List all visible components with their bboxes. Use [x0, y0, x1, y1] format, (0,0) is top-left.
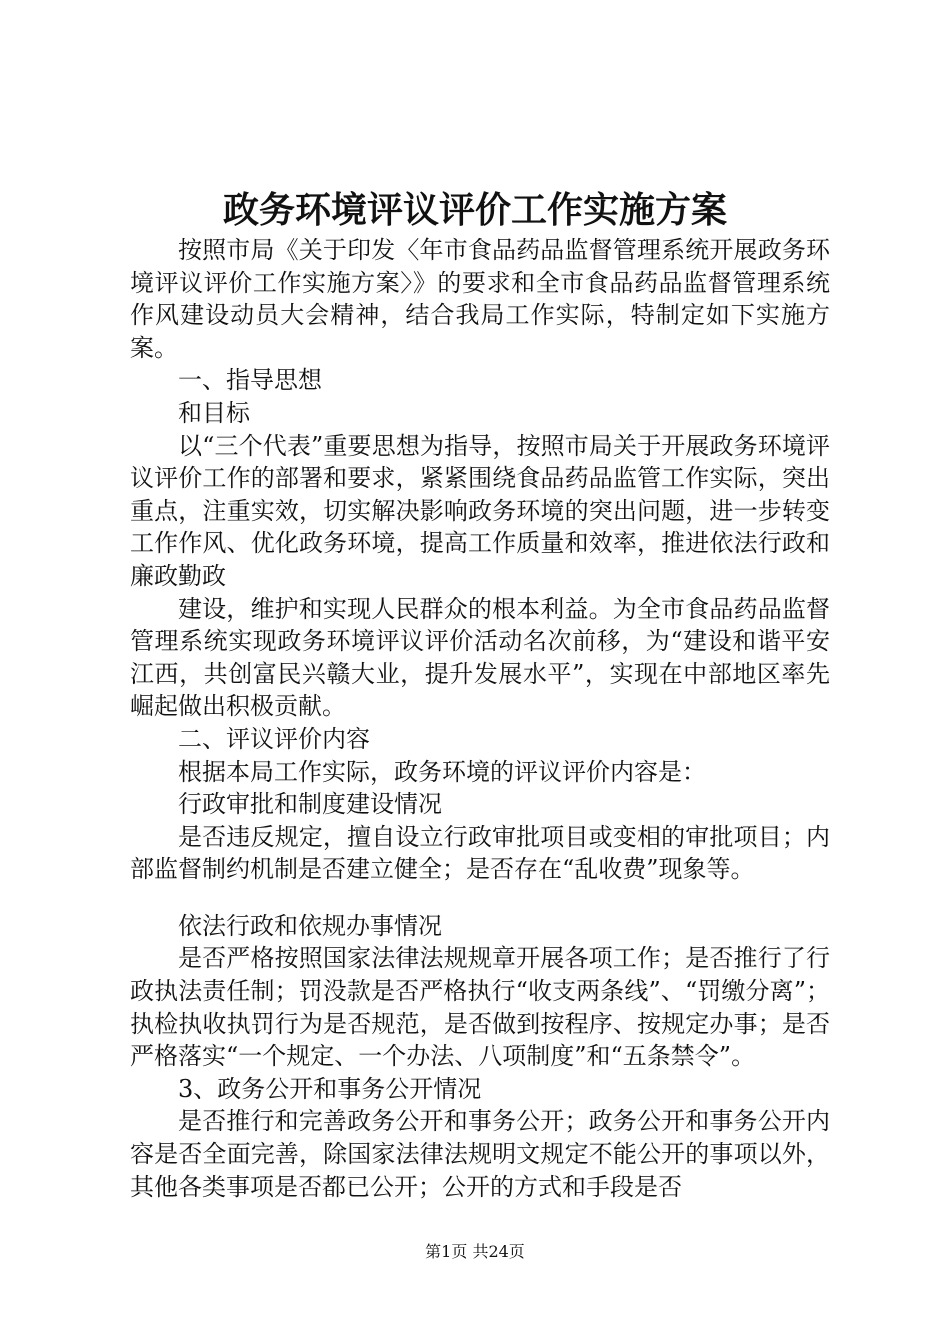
subheading-law-administration: 依法行政和依规办事情况 [178, 911, 442, 940]
paragraph-law-administration: 是否严格按照国家法律法规规章开展各项工作；是否推行了行政执法责任制；罚没款是否严格执行“收支两条线”、“罚缴分离”；执检执收执罚行为是否规范，是否做到按程序、按规定办事；是否严格落实“一个规定、一个办法、八项制度”和“五条禁令”。 [130, 944, 830, 1071]
paragraph-construction: 建设，维护和实现人民群众的根本利益。为全市食品药品监督管理系统实现政务环境评议评价活动名次前移，为“建设和谐平安江西，共创富民兴赣大业，提升发展水平”，实现在中部地区率先崛起做出积极贡献。 [130, 594, 830, 721]
document-body [130, 234, 830, 1203]
section-heading-evaluation-content: 二、评议评价内容 [178, 724, 370, 753]
document-title: 政务环境评议评价工作实施方案 [222, 189, 727, 231]
subheading-approval-system: 行政审批和制度建设情况 [178, 790, 442, 819]
page-footer: 第1页 共24页 [425, 1242, 525, 1261]
section-heading-guiding-thought: 一、指导思想 [178, 366, 322, 395]
paragraph-evaluation-intro: 根据本局工作实际，政务环境的评议评价内容是： [178, 757, 706, 786]
paragraph-approval-system: 是否违反规定，擅自设立行政审批项目或变相的审批项目；内部监督制约机制是否建立健全；是否存在“乱收费”现象等。 [130, 822, 830, 884]
subheading-affairs-disclosure: 3、政务公开和事务公开情况 [178, 1074, 482, 1103]
paragraph-guidance: 以“三个代表”重要思想为指导，按照市局关于开展政务环境评议评价工作的部署和要求，紧紧围绕食品药品监管工作实际，突出重点，注重实效，切实解决影响政务环境的突出问题，进一步转变工作作风、优化政务环境，提高工作质量和效率，推进依法行政和廉政勤政 [130, 431, 830, 590]
section-heading-goals: 和目标 [178, 398, 250, 427]
paragraph-affairs-disclosure: 是否推行和完善政务公开和事务公开；政务公开和事务公开内容是否全面完善，除国家法律法规明文规定不能公开的事项以外，其他各类事项是否都已公开；公开的方式和手段是否 [130, 1107, 830, 1201]
paragraph-intro: 按照市局《关于印发〈年市食品药品监督管理系统开展政务环境评议评价工作实施方案〉》的要求和全市食品药品监督管理系统作风建设动员大会精神，结合我局工作实际，特制定如下实施方案。 [130, 236, 830, 362]
